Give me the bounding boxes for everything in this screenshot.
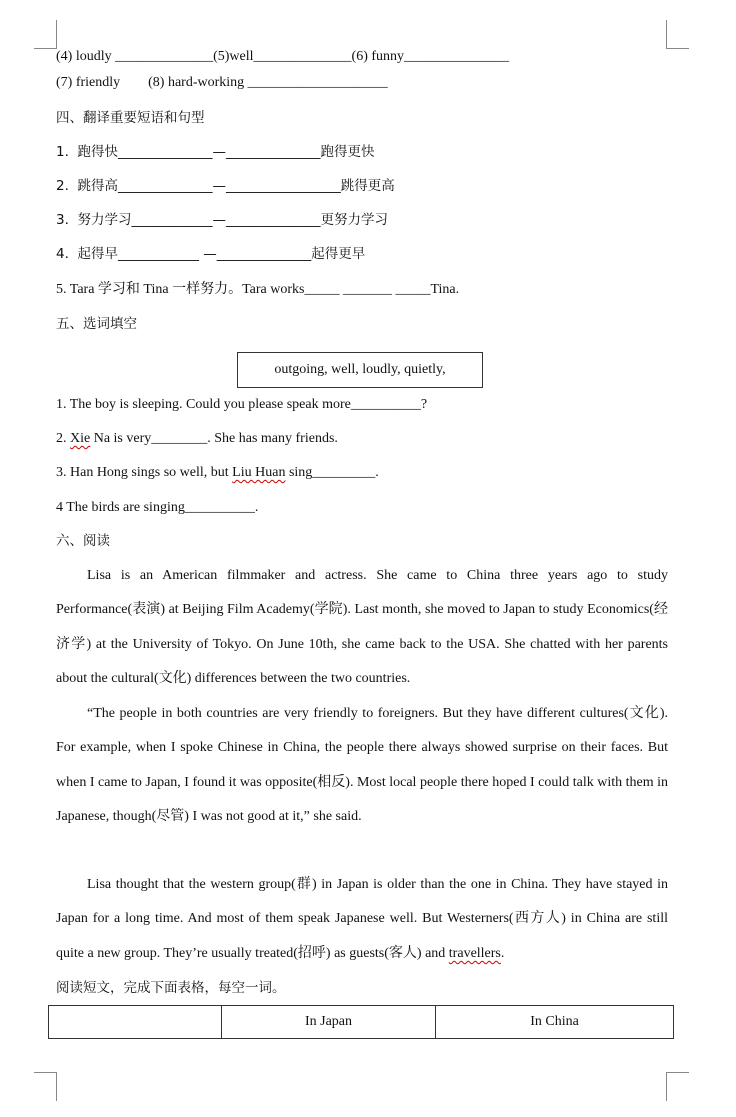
- word-travellers: travellers: [448, 945, 501, 961]
- fill-question-3: 3. Han Hong sings so well, but Liu Huan sing_________.: [56, 465, 379, 480]
- section-4-heading: 四、翻译重要短语和句型: [56, 110, 205, 126]
- reading-paragraph-3: Lisa thought that the western group(群) in Japan is older than the one in China. They have stayed in Japan for a long time. And most of them speak Japanese well. But Westerners(西方人) in China are still quite a new group. They’re usually treated(招呼) as guests(客人) and travellers.: [56, 877, 668, 961]
- reading-paragraph-2: “The people in both countries are very friendly to foreigners. But they have different cultures(文化). For example, when I spoke Chinese in China, the people there always showed surprise on their faces. But when I came to Japan, I found it was opposite(相反). Most local people there hoped I could talk with them in Japanese, though(尽管) I was not good at it,” she said.: [56, 706, 668, 825]
- word-bank-text: outgoing, well, loudly, quietly,: [274, 362, 446, 377]
- section-6-heading: 六、阅读: [56, 533, 110, 549]
- margin-corner-top-left: [34, 20, 57, 49]
- margin-corner-bottom-left: [34, 1072, 57, 1101]
- translation-item-5: 5. Tara 学习和 Tina 一样努力。Tara works_____ _______ _____Tina.: [56, 282, 460, 297]
- reading-paragraph-1: Lisa is an American filmmaker and actress. She came to China three years ago to study Performance(表演) at Beijing Film Academy(学院). Last month, she moved to Japan to study Economics(经济学) at the University of Tokyo. On June 10th, she came back to the USA. She chatted with her parents about the cultural(文化) differences between the two countries.: [56, 568, 668, 687]
- reading-instruction: 阅读短文，完成下面表格，每空一词。: [56, 980, 286, 996]
- adverb-line-2: (7) friendly (8) hard-working ____________________: [56, 75, 388, 90]
- name-xie: Xie: [70, 431, 91, 446]
- translation-item-1: 1. 跑得快______________—______________跑得更快: [56, 144, 375, 160]
- word-bank-box: [237, 352, 483, 388]
- name-liu-huan: Liu Huan: [232, 465, 286, 480]
- translation-item-2: 2. 跳得高______________—_________________跳得更高: [56, 178, 395, 194]
- fill-question-2: 2. Xie Na is very________. She has many friends.: [56, 431, 338, 446]
- table-header-china: In China: [436, 1006, 674, 1039]
- section-5-heading: 五、选词填空: [56, 316, 137, 332]
- adverb-line-1: (4) loudly ______________(5)well______________(6) funny_______________: [56, 49, 510, 64]
- table-header-blank: [49, 1006, 222, 1039]
- translation-item-4: 4. 起得早____________ —______________起得更早: [56, 246, 366, 262]
- table-header-japan: In Japan: [222, 1006, 436, 1039]
- fill-question-1: 1. The boy is sleeping. Could you please speak more__________?: [56, 397, 428, 412]
- margin-corner-top-right: [666, 20, 689, 49]
- translation-item-3: 3. 努力学习____________—______________更努力学习: [56, 212, 388, 228]
- fill-question-4: 4 The birds are singing__________.: [56, 500, 259, 515]
- table-row: [49, 1006, 674, 1039]
- reading-table: [48, 1005, 674, 1039]
- margin-corner-bottom-right: [666, 1072, 689, 1101]
